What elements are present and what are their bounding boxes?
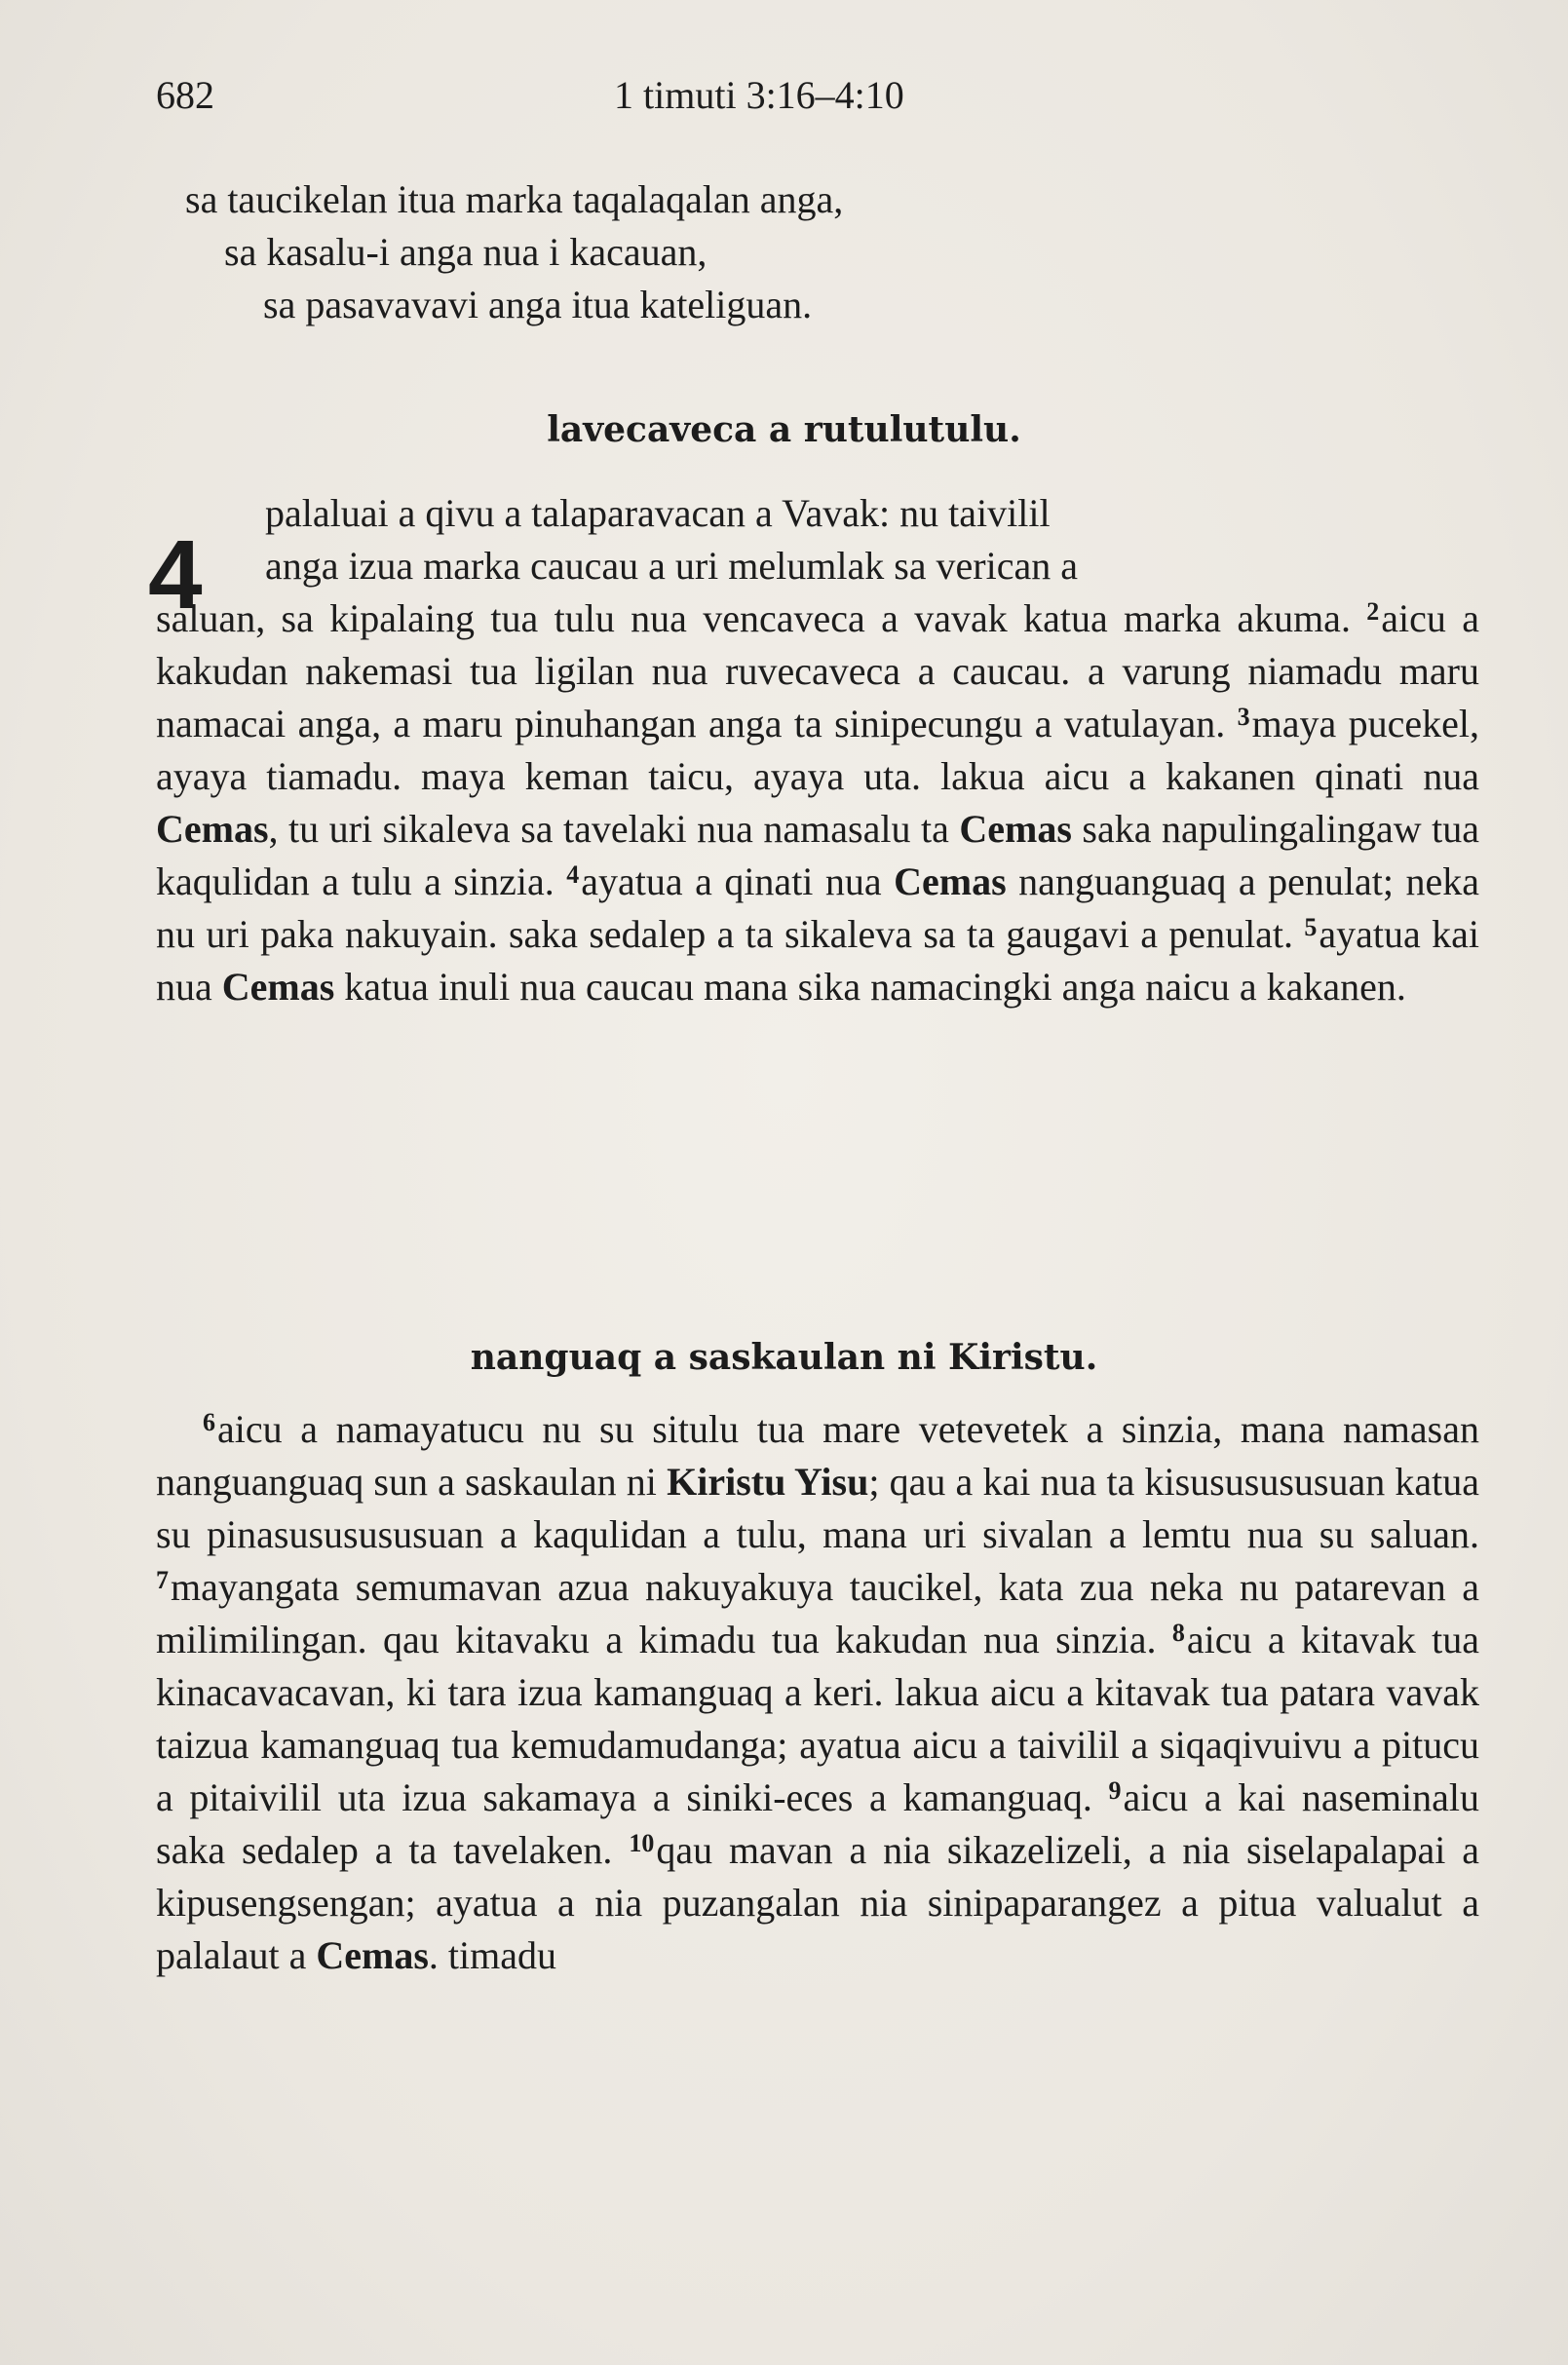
verse-number: 4 [566, 860, 580, 889]
verse-number: 5 [1304, 913, 1318, 941]
page-header [156, 72, 1471, 131]
verse-text: maya pucekel, ayaya tiamadu. maya keman taicu, ayaya uta. lakua aicu a kakanen qinati nua [156, 702, 1479, 798]
poetry-line: sa kasalu-i anga nua i kacauan, [224, 230, 708, 274]
divine-name: Cemas [221, 965, 335, 1009]
verse-number: 3 [1237, 703, 1250, 731]
verse-number: 2 [1366, 597, 1380, 626]
verse-text: , tu uri sikaleva sa tavelaki nua namasalu ta [268, 807, 960, 851]
poetry-line: sa pasavavavi anga itua kateliguan. [263, 283, 813, 326]
verse-text: ayatua kai nua [156, 912, 1479, 1009]
verse-text: ayatua a qinati nua [581, 859, 895, 903]
paragraph-first-line: palaluai a qivu a talaparavacan a Vavak: nu taivilil [265, 491, 1051, 535]
poetry-block [185, 173, 843, 331]
divine-name: Cemas [316, 1933, 429, 1977]
verse-text: aicu a kakudan nakemasi tua ligilan nua ruvecaveca a caucau. a varung niamadu maru namacai anga, a maru pinuhangan anga ta sinipecungu a vatulayan. [156, 596, 1480, 745]
verse-number: 7 [156, 1566, 169, 1594]
running-head: 1 timuti 3:16–4:10 [614, 73, 904, 117]
verse-text: nanguanguaq a penulat; neka nu uri paka nakuyain. saka sedalep a ta sikaleva sa ta gaugavi a penulat. [156, 859, 1480, 956]
verse-text: katua inuli nua caucau mana sika namacingki anga naicu a kakanen. [334, 965, 1406, 1009]
verse-number: 9 [1108, 1776, 1122, 1805]
chapter-4-paragraph [156, 487, 1479, 1013]
verse-number: 8 [1171, 1619, 1185, 1647]
verse-text: aicu a kitavak tua kinacavacavan, ki tara izua kamanguaq a keri. lakua aicu a kitavak tua patara vavak taizua kamanguaq tua kemudamudanga; ayatua aicu a taivilil a siqaqivuivu a pitucu a pitaivilil uta izua sakamaya a siniki-eces a kamanguaq. [156, 1618, 1480, 1819]
verse-text: aicu a kai naseminalu saka sedalep a ta tavelaken. [156, 1775, 1479, 1872]
paragraph-body [156, 592, 1479, 1013]
verse-text: aicu a namayatucu nu su situlu tua mare vetevetek a sinzia, mana namasan nanguanguaq sun a saskaulan ni [156, 1407, 1479, 1504]
verse-text: ; qau a kai nua ta kisususususuan katua su pinasususususuan a kaqulidan a tulu, mana uri sivalan a lemtu nua su saluan. [156, 1460, 1480, 1556]
chapter-number: 4 [148, 520, 203, 629]
verse-text: mayangata semumavan azua nakuyakuya taucikel, kata zua neka nu patarevan a milimilingan. qau kitavaku a kimadu tua kakudan nua sinzia. [156, 1565, 1479, 1661]
verse-number: 10 [629, 1829, 655, 1857]
verse-text: saluan, sa kipalaing tua tulu nua vencaveca a vavak katua marka akuma. [156, 596, 1351, 640]
section-2-paragraph [156, 1403, 1479, 1982]
verse-number: 6 [203, 1408, 215, 1436]
divine-name: Cemas [156, 807, 269, 851]
verse-text: . timadu [428, 1933, 556, 1977]
section-heading: nanguaq a saskaulan ni Kiristu. [470, 1337, 1098, 1378]
section-heading: lavecaveca a rutulutulu. [547, 409, 1021, 450]
divine-name: Kiristu Yisu [667, 1460, 869, 1504]
divine-name: Cemas [959, 807, 1072, 851]
divine-name: Cemas [894, 859, 1007, 903]
verse-text: saka napulingalingaw tua kaqulidan a tulu a sinzia. [156, 807, 1479, 903]
verse-text: qau mavan a nia sikazelizeli, a nia siselapalapai a kipusengsengan; ayatua a nia puzangalan nia sinipaparangez a pitua valualut a palalaut a [156, 1828, 1479, 1977]
poetry-line: sa taucikelan itua marka taqalaqalan anga, [185, 177, 844, 221]
paragraph-second-line: anga izua marka caucau a uri melumlak sa verican a [265, 544, 1079, 588]
page-number: 682 [156, 73, 214, 117]
